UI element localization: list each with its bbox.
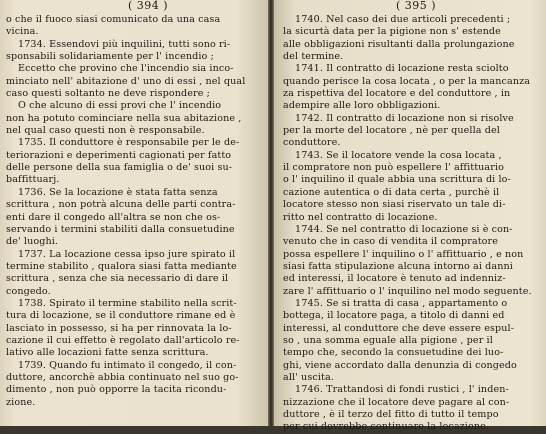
text-line: caso questi soltanto ne deve rispondere ; <box>6 88 210 100</box>
text-line: la sicurtà data per la pigione non s' estende <box>283 26 501 38</box>
page-number: ( 395 ) <box>396 0 437 12</box>
text-line: congedo. <box>6 285 51 297</box>
text-line: adempire alle loro obbligazioni. <box>283 100 441 112</box>
text-line: za rispettiva del locatore e del conduttore , in <box>283 88 511 100</box>
text-line: zione. <box>6 396 36 408</box>
text-line: dimento , non può opporre la tacita ricondu- <box>6 384 227 396</box>
text-line: termine stabilito , qualora siasi fatta mediante <box>6 260 237 272</box>
text-line: tura di locazione, se il conduttore rimane ed è <box>6 310 236 322</box>
text-line: per la morte del locatore , nè per quella del <box>283 125 500 137</box>
text-line: 1739. Quando fu intimato il congedo, il con- <box>18 359 237 371</box>
text-line: tempo che, secondo la consuetudine dei luo- <box>283 347 504 359</box>
text-line: siasi fatta stipulazione alcuna intorno ai danni <box>283 260 513 272</box>
text-line: servando i termini stabiliti dalla consuetudine <box>6 223 235 235</box>
text-line: per cui dovrebbe continuare la locazione. <box>283 421 490 433</box>
text-line: 1734. Essendovi più inquilini, tutti sono ri- <box>18 38 231 50</box>
text-line: o l' inquilino il quale abbia una scrittura di lo- <box>283 174 511 186</box>
text-line: 1743. Se il locatore vende la cosa locata , <box>295 149 502 161</box>
text-line: cazione il cui effetto è regolato dall'articolo re- <box>6 334 240 346</box>
text-line: alle obbligazioni risultanti dalla prolungazione <box>283 38 515 50</box>
text-line: enti dare il congedo all'altra se non che os- <box>6 211 221 223</box>
text-line: non ha potuto cominciare nella sua abitazione , <box>6 112 242 124</box>
text-line: 1735. Il conduttore è responsabile per le de- <box>18 137 240 149</box>
text-line: lasciato in possesso, si ha per rinnovata la lo- <box>6 322 232 334</box>
text-line: possa espellere l' inquilino o l' affittuario , e non <box>283 248 524 260</box>
text-line: conduttore. <box>283 137 341 149</box>
text-line: quando perisce la cosa locata , o per la mancanza <box>283 75 531 87</box>
text-line: 1737. La locazione cessa ipso jure spirato il <box>18 248 236 260</box>
text-line: so , una somma eguale alla pigione , per il <box>283 334 493 346</box>
text-line: scrittura , non potrà alcuna delle parti contra- <box>6 199 236 211</box>
text-line: ed interessi, il locatore è tenuto ad indenniz- <box>283 273 506 285</box>
text-line: ritto nel contratto di locazione. <box>283 211 438 223</box>
text-line: baffittuarj. <box>6 174 60 186</box>
right-page <box>274 0 546 433</box>
text-line: 1742. Il contratto di locazione non si risolve <box>295 112 514 124</box>
text-line: venuto che in caso di vendita il compratore <box>283 236 498 248</box>
text-line: locatore stesso non siasi riservato un tale di- <box>283 199 506 211</box>
page-body-text <box>283 14 532 434</box>
text-line: 1740. Nel caso dei due articoli precedenti ; <box>295 14 511 25</box>
text-line: scrittura , senza che sia necessario di dare il <box>6 273 229 285</box>
text-line: lativo alle locazioni fatte senza scrittura. <box>6 347 209 359</box>
left-page <box>0 0 268 426</box>
text-line: 1736. Se la locazione è stata fatta senza <box>18 186 218 198</box>
page-body-text <box>6 14 245 409</box>
page-number: ( 394 ) <box>128 0 169 12</box>
text-line: duttore , è il terzo del fitto di tutto il tempo <box>283 409 499 420</box>
text-line: minciato nell' abitazione d' uno di essi , nel qual <box>6 75 246 87</box>
text-line: duttore, ancorchè abbia continuato nel suo go- <box>6 371 239 383</box>
text-line: 1745. Se si tratta di casa , appartamento o <box>295 297 508 309</box>
text-line: interessi, al conduttore che deve essere espul- <box>283 322 515 334</box>
text-line: nizzazione che il locatore deve pagare al con- <box>283 396 510 408</box>
text-line: 1744. Se nel contratto di locazione si è con- <box>295 223 513 235</box>
text-line: zare l' affittuario o l' inquilino nel modo seguente. <box>283 285 532 297</box>
text-line: teriorazioni e deperimenti cagionati per fatto <box>6 149 232 161</box>
text-line: 1746. Trattandosi di fondi rustici , l' inden- <box>295 384 509 396</box>
text-line: ghi, viene accordato dalla denunzia di congedo <box>283 359 517 371</box>
text-line: del termine. <box>283 51 344 63</box>
text-line: sponsabili solidariamente per l' incendio ; <box>6 51 214 63</box>
text-line: o che il fuoco siasi comunicato da una casa <box>6 14 221 25</box>
text-line: bottega, il locatore paga, a titolo di danni ed <box>283 310 505 322</box>
text-line: nel qual caso questi non è responsabile. <box>6 125 205 137</box>
text-line: delle persone della sua famiglia o de' suoi su- <box>6 162 233 174</box>
text-line: all' uscita. <box>283 371 334 383</box>
text-line: 1738. Spirato il termine stabilito nella scrit- <box>18 297 237 309</box>
text-line: cazione autentica o di data certa , purchè il <box>283 186 500 198</box>
text-line: 1741. Il contratto di locazione resta sciolto <box>295 63 509 75</box>
text-line: il compratore non può espellere l' affittuario <box>283 162 504 174</box>
text-line: de' luoghi. <box>6 236 59 248</box>
text-line: vicina. <box>6 26 39 38</box>
text-line: O che alcuno di essi provi che l' incendio <box>18 100 222 112</box>
text-line: Eccetto che provino che l'incendio sia inco- <box>18 63 234 75</box>
